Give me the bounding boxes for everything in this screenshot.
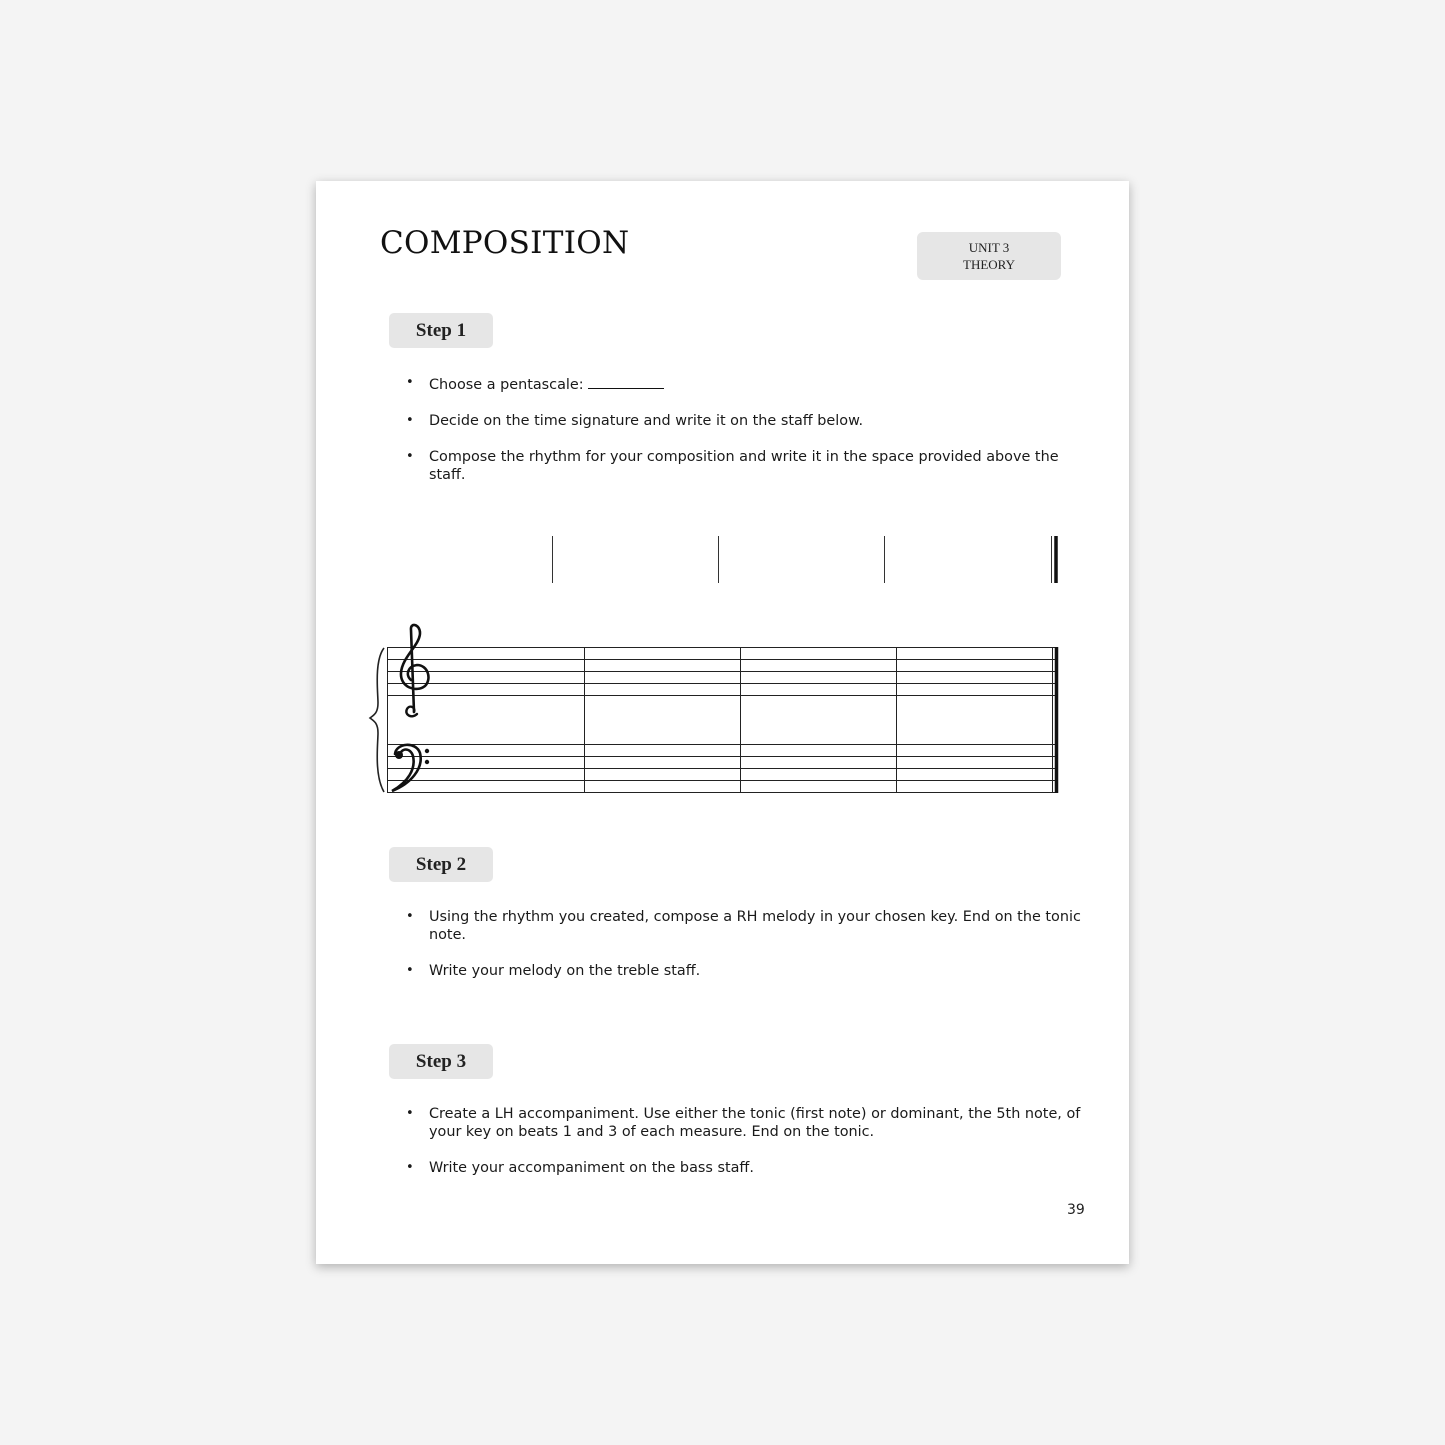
step-3-instructions [404,1105,1084,1195]
list-item: • Choose a pentascale: [404,374,1084,394]
workbook-page [316,181,1129,1264]
list-item: • Compose the rhythm for your composition and write it in the space provided above the staff. [404,448,1084,484]
bass-staff[interactable] [387,745,1055,793]
step-3-badge: Step 3 [389,1044,493,1079]
unit-label: UNIT 3 [968,240,1010,255]
step-2-instructions [404,908,1084,998]
list-item: • Write your accompaniment on the bass staff. [404,1159,1084,1177]
treble-clef-icon [401,625,429,716]
treble-staff[interactable] [387,648,1055,696]
list-item: • Using the rhythm you created, compose a RH melody in your chosen key. End on the tonic note. [404,908,1084,944]
grand-staff[interactable] [316,181,1129,821]
step-1-badge: Step 1 [389,313,493,348]
section-label: THEORY [963,257,1015,272]
bass-clef-icon [392,745,429,791]
list-item: • Decide on the time signature and write it on the staff below. [404,412,1084,430]
list-item: • Create a LH accompaniment. Use either the tonic (first note) or dominant, the 5th note, of your key on beats 1 and 3 of each measure. End on the tonic. [404,1105,1084,1141]
page-number: 39 [1067,1202,1085,1218]
page-title: COMPOSITION [380,225,630,261]
list-item: • Write your melody on the treble staff. [404,962,1084,980]
step-2-badge: Step 2 [389,847,493,882]
brace [370,648,384,792]
